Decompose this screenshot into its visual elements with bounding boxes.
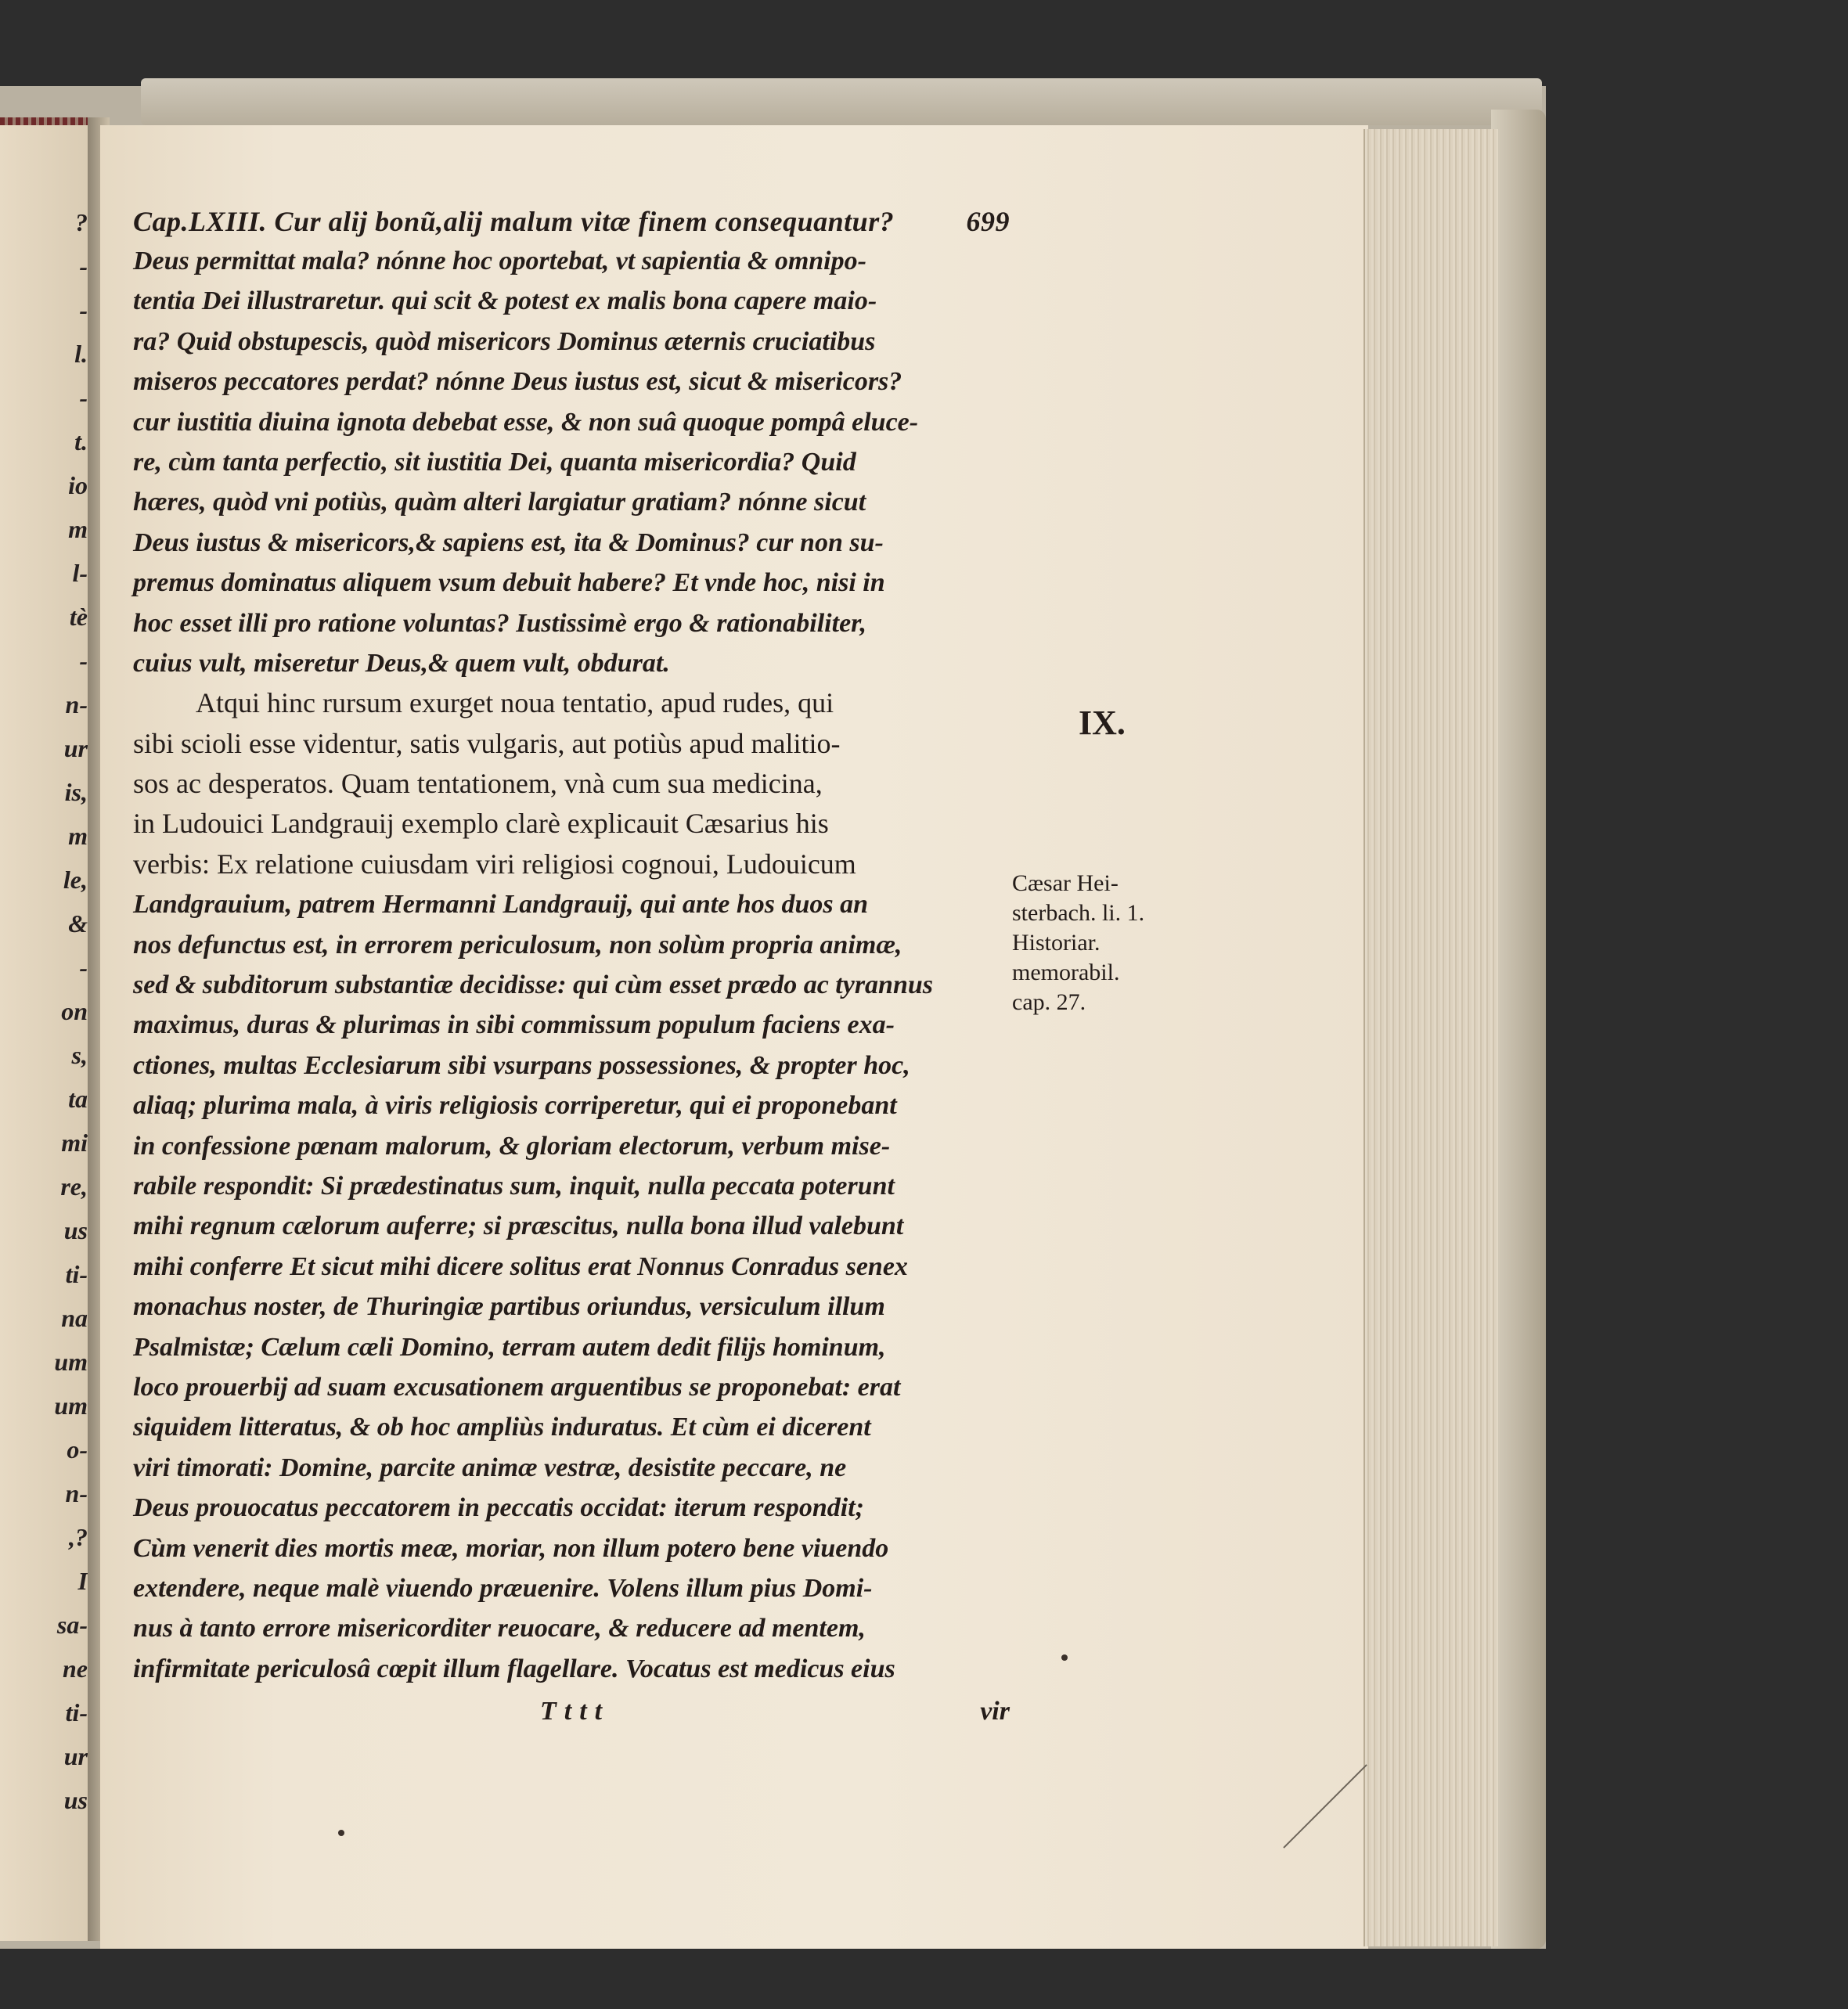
left-page-text-fragment: ta (68, 1085, 88, 1113)
margin-citation-line: cap. 27. (1012, 989, 1086, 1015)
left-page-text-fragment: um (54, 1348, 88, 1376)
margin-citation-line: sterbach. li. 1. (1012, 900, 1145, 926)
running-title: Cap.LXIII. Cur alij bonũ,alij malum vitæ finem consequantur? (133, 206, 895, 237)
text-line: Atqui hinc rursum exurget noua tentatio, apud rudes, qui (196, 687, 834, 719)
left-page-text-fragment: n- (65, 690, 88, 718)
book-fore-edge-cover (1491, 110, 1546, 1949)
text-line: monachus noster, de Thuringiæ partibus oriundus, versiculum illum (133, 1292, 885, 1322)
text-line: sibi scioli esse videntur, satis vulgaris, aut potiùs apud malitio- (133, 727, 841, 759)
left-page-text-fragment: ne (63, 1654, 88, 1683)
left-page-text-fragment: - (79, 296, 88, 324)
left-page-text-fragment: - (79, 953, 88, 981)
ink-speck (338, 1830, 344, 1836)
left-page-text-fragment: l. (74, 340, 88, 368)
text-line: cuius vult, miseretur Deus,& quem vult, obdurat. (133, 648, 670, 678)
text-line: in confessione pœnam malorum, & gloriam electorum, verbum mise- (133, 1131, 891, 1161)
page-edges (1363, 129, 1498, 1946)
text-line: in Ludouici Landgrauij exemplo clarè explicauit Cæsarius his (133, 808, 829, 840)
text-line: re, cùm tanta perfectio, sit iustitia Dei, quanta misericordia? Quid (133, 447, 856, 477)
left-page-text-fragment: us (63, 1216, 88, 1244)
left-page-text-fragment: is, (64, 778, 88, 806)
margin-citation (1012, 869, 1153, 1017)
text-line: mihi conferre Et sicut mihi dicere solitus erat Nonnus Conradus senex (133, 1251, 908, 1281)
text-line: miseros peccatores perdat? nónne Deus iustus est, sicut & misericors? (133, 367, 902, 397)
text-line: premus dominatus aliquem vsum debuit habere? Et vnde hoc, nisi in (133, 568, 885, 598)
body-text (133, 241, 1010, 1689)
signature-mark: Tttt (540, 1697, 611, 1726)
catchword: vir (980, 1697, 1010, 1726)
left-page-text-fragment: ti- (65, 1260, 88, 1288)
ink-speck (1061, 1654, 1068, 1661)
text-line: Cùm venerit dies mortis meæ, moriar, non illum potero bene viuendo (133, 1533, 889, 1563)
left-page-text-fragment: m (68, 515, 88, 543)
left-page-text-fragment: ? (75, 208, 88, 236)
left-page-text-fragment: io (68, 471, 88, 499)
left-page-text-fragment: - (79, 646, 88, 675)
text-line: Landgrauium, patrem Hermanni Landgrauij, qui ante hos duos an (133, 890, 869, 920)
left-page-text-fragment: l- (72, 559, 88, 587)
left-page-text-fragment: t. (74, 427, 88, 455)
left-page-text-fragment: ti- (65, 1698, 88, 1726)
left-page-text-fragment: o- (67, 1435, 88, 1464)
left-page-text-fragment: sa- (56, 1611, 88, 1639)
text-line: cur iustitia diuina ignota debebat esse, & non suâ quoque pompâ eluce- (133, 407, 919, 437)
left-page-text-fragment: le, (63, 866, 88, 894)
left-page-text-fragment: on (61, 997, 88, 1025)
left-page-text-fragment: re, (60, 1172, 88, 1201)
text-line: sos ac desperatos. Quam tentationem, vnà cum sua medicina, (133, 768, 823, 800)
left-page-text-fragment: ,? (69, 1523, 88, 1551)
running-header (133, 202, 1010, 241)
text-line: Deus permittat mala? nónne hoc oportebat, vt sapientia & omnipo- (133, 247, 866, 275)
page-footer (133, 1692, 1010, 1731)
margin-citation-line: memorabil. (1012, 959, 1120, 985)
text-line: Deus iustus & misericors,& sapiens est, ita & Dominus? cur non su- (133, 527, 884, 557)
page-text-block (133, 202, 1010, 1731)
left-page-text-fragment: ur (63, 734, 88, 762)
left-page-text-fragment: m (68, 822, 88, 850)
text-line: nos defunctus est, in errorem periculosum, non solùm propria animæ, (133, 930, 902, 959)
text-line: Psalmistæ; Cælum cæli Domino, terram autem dedit filijs hominum, (133, 1332, 886, 1362)
left-page-text-fragment: s, (71, 1041, 88, 1069)
text-line: ctiones, multas Ecclesiarum sibi vsurpans possessiones, & propter hoc, (133, 1050, 910, 1080)
text-line: infirmitate periculosâ cœpit illum flagellare. Vocatus est medicus eius (133, 1654, 895, 1683)
left-page-text-fragment: n- (65, 1479, 88, 1507)
left-page-text-fragment: ur (63, 1742, 88, 1770)
text-line: rabile respondit: Si prædestinatus sum, inquit, nulla peccata poterunt (133, 1171, 895, 1201)
text-line: mihi regnum cælorum auferre; si præscitus, nulla bona illud valebunt (133, 1212, 904, 1241)
left-page-text-fragment: na (61, 1304, 88, 1332)
text-line: ra? Quid obstupescis, quòd misericors Dominus æternis cruciatibus (133, 326, 876, 356)
text-line: aliaq; plurima mala, à viris religiosis corriperetur, qui ei proponebant (133, 1091, 897, 1121)
left-page-text-fragment: - (79, 252, 88, 280)
headband (0, 117, 94, 125)
text-line: siquidem litteratus, & ob hoc ampliùs induratus. Et cùm ei dicerent (133, 1413, 871, 1442)
text-line: hoc esset illi pro ratione voluntas? Iustissimè ergo & rationabiliter, (133, 608, 867, 638)
text-line: loco prouerbij ad suam excusationem arguentibus se proponebat: erat (133, 1372, 901, 1402)
margin-citation-line: Historiar. (1012, 930, 1101, 956)
margin-section-number: IX. (1079, 704, 1126, 742)
book-cover-top-edge (141, 78, 1542, 125)
margin-citation-line: Cæsar Hei- (1012, 870, 1119, 896)
left-page-text-fragment: I (77, 1567, 88, 1595)
left-page-text-fragment: tè (69, 603, 88, 631)
left-page-text-fragment: mi (61, 1129, 88, 1157)
page-number: 699 (966, 206, 1010, 237)
text-line: Deus prouocatus peccatorem in peccatis occidat: iterum respondit; (133, 1493, 864, 1523)
left-page-text-fragment: us (63, 1786, 88, 1814)
text-line: maximus, duras & plurimas in sibi commissum populum faciens exa- (133, 1010, 895, 1040)
text-line: tentia Dei illustraretur. qui scit & potest ex malis bona capere maio- (133, 286, 877, 316)
text-line: viri timorati: Domine, parcite animæ vestræ, desistite peccare, ne (133, 1453, 847, 1482)
left-page-text-fragment: - (79, 383, 88, 412)
left-page-fragment (0, 117, 94, 1941)
text-line: nus à tanto errore misericorditer reuocare, & reducere ad mentem, (133, 1614, 866, 1644)
left-page-text-fragment: & (68, 909, 88, 938)
text-line: hæres, quòd vni potiùs, quàm alteri largiatur gratiam? nónne sicut (133, 488, 866, 517)
text-line: sed & subditorum substantiæ decidisse: qui cùm esset prædo ac tyrannus (133, 970, 934, 1000)
text-line: extendere, neque malè viuendo præuenire. Volens illum pius Domi- (133, 1573, 873, 1603)
text-line: verbis: Ex relatione cuiusdam viri religiosi cognoui, Ludouicum (133, 848, 856, 880)
left-page-text-fragment: um (54, 1392, 88, 1420)
